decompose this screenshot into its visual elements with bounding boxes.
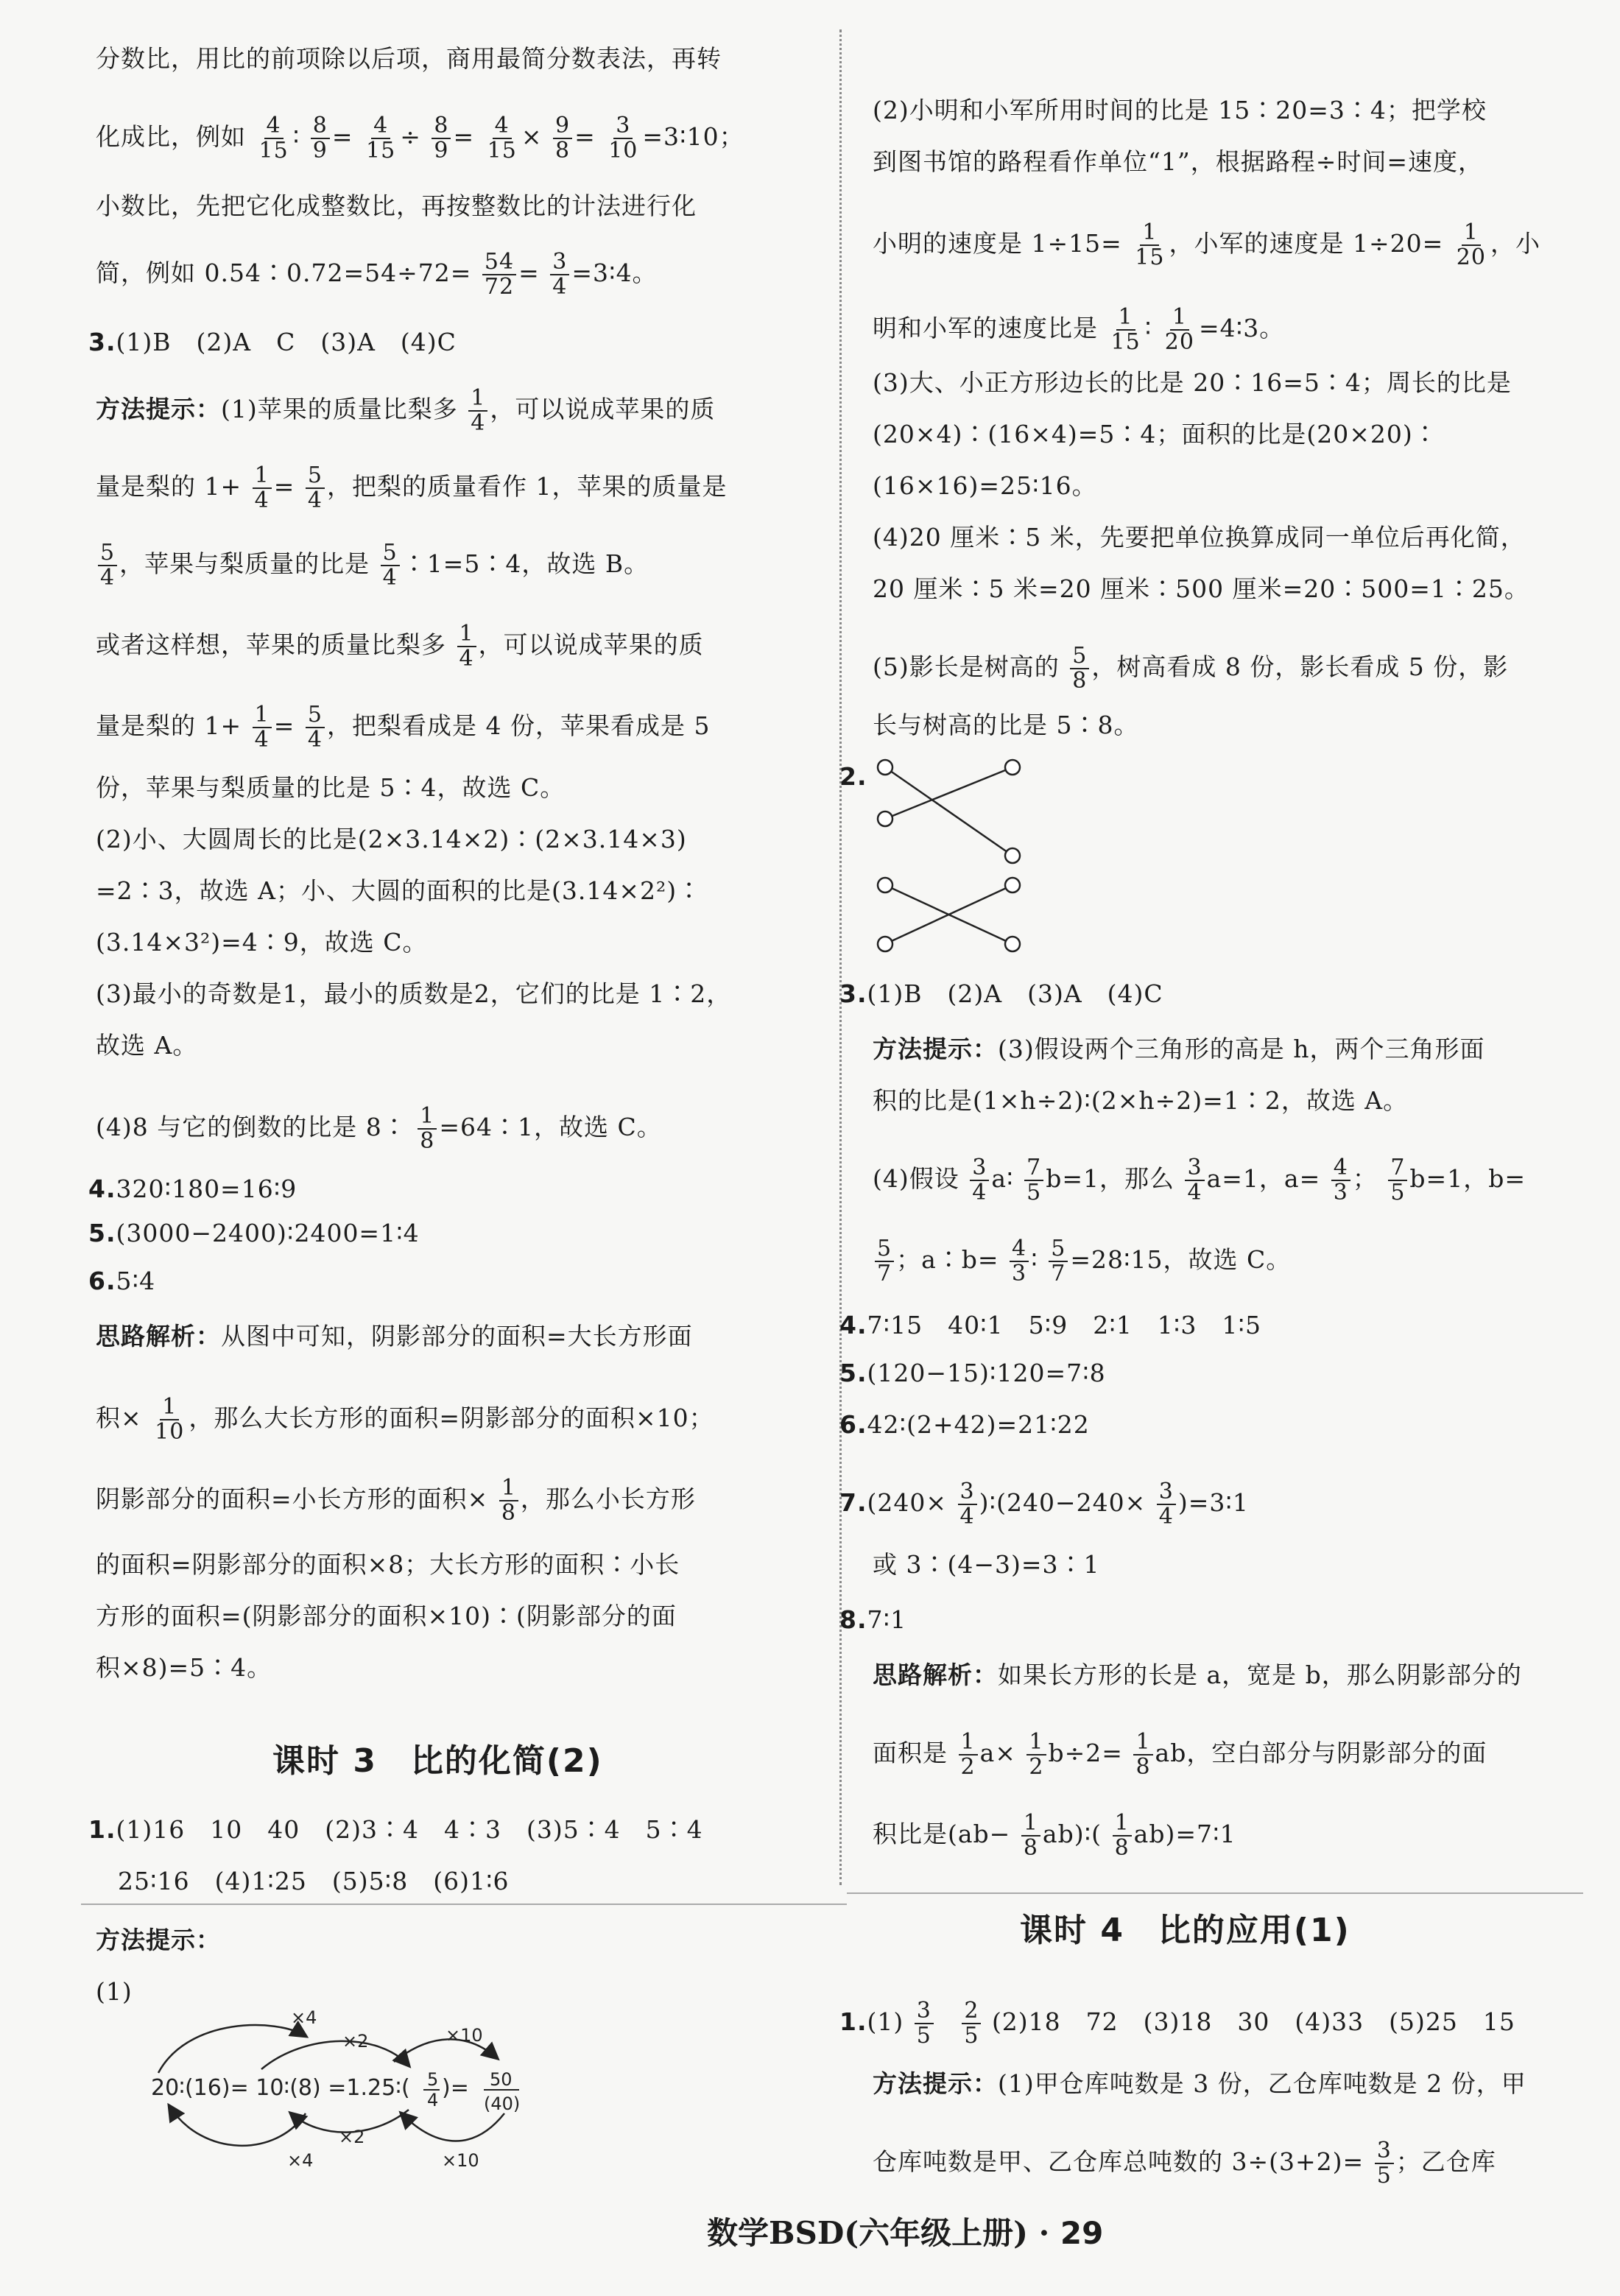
match-dot <box>1005 878 1020 892</box>
label-x4-bottom: ×4 <box>287 2150 314 2171</box>
answer-1: 1.(1) $\frac{3}{5}$ $\frac{2}{5}$ (2)18 72 (3)18 30 (4)33 (5)25 15 <box>839 1998 1515 2049</box>
fraction: $\frac{8}{9}$ <box>432 114 451 163</box>
matching-diagram <box>876 758 1031 957</box>
match-dot <box>878 878 892 892</box>
text-line: 分数比，用比的前项除以后项，商用最简分数表法，再转 <box>96 44 722 73</box>
idea-analysis-label: 思路解析： <box>873 1661 998 1689</box>
text-line: 明和小军的速度比是 $\frac{1}{15}$ ∶ $\frac{1}{20}$ =4∶3。 <box>873 304 1285 355</box>
eq-frac-den: 4 <box>427 2090 439 2110</box>
fraction: $\frac{8}{9}$ <box>311 114 330 163</box>
text-line: 量是梨的 1+ $\frac{1}{4}$ = $\frac{5}{4}$ ，把梨看成是 4 份，苹果看成是 5 <box>96 702 711 753</box>
text-line: 思路解析：如果长方形的长是 a，宽是 b，那么阴影部分的 <box>873 1661 1522 1689</box>
eq-frac-num: 5 <box>427 2069 439 2090</box>
text-line: 积× $\frac{1}{10}$ ，那么大长方形的面积=阴影部分的面积×10； <box>96 1394 714 1445</box>
section-rule <box>81 1904 847 1905</box>
text-line: 方法提示：(1)苹果的质量比梨多 $\frac{1}{4}$ ，可以说成苹果的质 <box>96 385 716 436</box>
text-line: 20 厘米∶5 米=20 厘米∶500 厘米=20∶500=1∶25。 <box>873 574 1529 603</box>
label-x2-bottom: ×2 <box>339 2127 365 2147</box>
fraction: $\frac{3}{4}$ <box>1157 1480 1176 1529</box>
label-x10-bottom: ×10 <box>442 2150 479 2171</box>
text-line: 25∶16 (4)1∶25 (5)5∶8 (6)1∶6 <box>118 1867 510 1895</box>
fraction: $\frac{3}{4}$ <box>550 250 569 299</box>
fraction: $\frac{1}{4}$ <box>468 387 487 435</box>
fraction: $\frac{1}{2}$ <box>959 1730 978 1779</box>
fraction: $\frac{1}{8}$ <box>418 1105 437 1153</box>
fraction: $\frac{5}{8}$ <box>1070 644 1089 693</box>
text-line: =2∶3，故选 A；小、大圆的面积的比是(3.14×2²)∶ <box>96 876 702 905</box>
page-number: 29 <box>1060 2215 1104 2251</box>
text-line: $\frac{5}{7}$ ；a∶b= $\frac{4}{3}$ ∶ $\frac{5}{7}$ =28∶15，故选 C。 <box>873 1237 1291 1286</box>
fraction: $\frac{9}{8}$ <box>553 114 572 163</box>
text-line: 仓库吨数是甲、乙仓库总吨数的 3÷(3+2)= $\frac{3}{5}$ ；乙仓库 <box>873 2138 1496 2188</box>
match-dot <box>1005 848 1020 863</box>
text-line: (3.14×3²)=4∶9，故选 C。 <box>96 928 428 957</box>
answer-2-number: 2. <box>839 762 867 791</box>
text-line: (20×4)∶(16×4)=5∶4；面积的比是(20×20)∶ <box>873 420 1438 448</box>
fraction: $\frac{1}{20}$ <box>1164 304 1194 355</box>
text-line: 故选 A。 <box>96 1031 198 1060</box>
fraction: $\frac{1}{15}$ <box>1135 219 1165 270</box>
text-line: 方形的面积=(阴影部分的面积×10)∶(阴影部分的面 <box>96 1602 677 1630</box>
text-line <box>96 1926 221 1955</box>
answer-8: 8.7∶1 <box>839 1605 907 1634</box>
fraction: $\frac{5}{4}$ <box>306 703 325 752</box>
answer-7: 7.(240× $\frac{3}{4}$ )∶(240−240× $\frac{3}{4}$ )=3∶1 <box>839 1479 1249 1529</box>
eq-frac-num: 50 <box>490 2069 513 2090</box>
fraction: $\frac{3}{4}$ <box>1185 1156 1204 1205</box>
text-line: 简，例如 0.54∶0.72=54÷72= $\frac{54}{72}$ = $\frac{3}{4}$ =3∶4。 <box>96 249 658 300</box>
fraction: $\frac{3}{10}$ <box>608 113 638 163</box>
text-line: (4)假设 $\frac{3}{4}$ a∶ $\frac{7}{5}$ b=1，那么 $\frac{3}{4}$ a=1，a= $\frac{4}{3}$ ； $\frac{7}{5}$ b=1，b= <box>873 1155 1526 1205</box>
text-line: 或 3∶(4−3)=3∶1 <box>873 1550 1100 1579</box>
text-line: (4)20 厘米∶5 米，先要把单位换算成同一单位后再化简， <box>873 523 1526 552</box>
fraction: $\frac{5}{4}$ <box>381 541 400 590</box>
fraction: $\frac{7}{5}$ <box>1024 1156 1043 1205</box>
equation: 20∶(16)= 10∶(8) =1.25∶( <box>151 2075 410 2101</box>
fraction: $\frac{2}{5}$ <box>962 1999 981 2048</box>
method-hint-label: 方法提示： <box>873 1035 998 1063</box>
fraction: $\frac{1}{8}$ <box>1133 1730 1152 1779</box>
label-x4-top: ×4 <box>291 2007 317 2028</box>
text-line: 份，苹果与梨质量的比是 5∶4，故选 C。 <box>96 773 566 802</box>
text-line: (2)小明和小军所用时间的比是 15∶20=3∶4；把学校 <box>873 96 1487 124</box>
fraction: $\frac{5}{4}$ <box>306 464 325 513</box>
answer-3: 3.(1)B (2)A (3)A (4)C <box>839 979 1163 1008</box>
text-line: 小明的速度是 1÷15= $\frac{1}{15}$ ，小军的速度是 1÷20= $\frac{1}{20}$ ，小 <box>873 219 1540 270</box>
eq-frac-den: (40) <box>484 2093 521 2114</box>
answer-3: 3.(1)B (2)A C (3)A (4)C <box>88 328 457 356</box>
text-line: 积×8)=5∶4。 <box>96 1653 272 1682</box>
text-line: (1) <box>96 1977 133 2006</box>
book-title: 数学BSD(六年级上册) <box>707 2215 1028 2251</box>
answer-6: 6.5∶4 <box>88 1267 156 1295</box>
text-line: 面积是 $\frac{1}{2}$ a× $\frac{1}{2}$ b÷2= $\frac{1}{8}$ ab，空白部分与阴影部分的面 <box>873 1729 1487 1780</box>
text-line: 量是梨的 1+ $\frac{1}{4}$ = $\frac{5}{4}$ ，把梨的质量看作 1，苹果的质量是 <box>96 462 728 513</box>
equation-tail: )= <box>442 2075 469 2101</box>
text-line: 积比是(ab− $\frac{1}{8}$ ab)∶( $\frac{1}{8}$ ab)=7∶1 <box>873 1810 1236 1861</box>
lesson-4-heading: 课时 4 比的应用(1) <box>1020 1912 1350 1949</box>
text-line: 或者这样想，苹果的质量比梨多 $\frac{1}{4}$ ，可以说成苹果的质 <box>96 621 704 672</box>
answer-4: 4.7∶15 40∶1 5∶9 2∶1 1∶3 1∶5 <box>839 1311 1261 1339</box>
fraction: $\frac{3}{4}$ <box>958 1480 977 1529</box>
text-line: (3)大、小正方形边长的比是 20∶16=5∶4；周长的比是 <box>873 368 1512 397</box>
method-hint-label: 方法提示： <box>873 2069 998 2098</box>
answer-1: 1.(1)16 10 40 (2)3∶4 4∶3 (3)5∶4 5∶4 <box>88 1815 703 1844</box>
idea-analysis-label: 思路解析： <box>96 1322 221 1351</box>
text-line: 思路解析：从图中可知，阴影部分的面积=大长方形面 <box>96 1322 693 1351</box>
fraction: $\frac{1}{10}$ <box>155 1394 185 1445</box>
fraction: $\frac{4}{3}$ <box>1010 1237 1029 1286</box>
fraction: $\frac{4}{15}$ <box>366 113 396 163</box>
ratio-simplification-diagram <box>144 2003 556 2172</box>
fraction: $\frac{7}{5}$ <box>1388 1156 1407 1205</box>
text-line: (2)小、大圆周长的比是(2×3.14×2)∶(2×3.14×3) <box>96 825 687 853</box>
text-line: (16×16)=25∶16。 <box>873 471 1097 500</box>
match-dot <box>1005 937 1020 951</box>
fraction: $\frac{3}{4}$ <box>970 1156 989 1205</box>
arrow-x2-top <box>261 2041 409 2069</box>
answer-5: 5.(3000−2400)∶2400=1∶4 <box>88 1219 420 1247</box>
answer-5: 5.(120−15)∶120=7∶8 <box>839 1359 1106 1387</box>
match-dot <box>878 937 892 951</box>
answer-6: 6.42∶(2+42)=21∶22 <box>839 1410 1090 1439</box>
fraction: $\frac{1}{4}$ <box>253 464 272 513</box>
method-hint-label: 方法提示： <box>96 1926 221 1954</box>
fraction: $\frac{54}{72}$ <box>482 250 516 299</box>
match-dot <box>878 811 892 826</box>
fraction: $\frac{1}{4}$ <box>253 703 272 752</box>
lesson-3-heading: 课时 3 比的化简(2) <box>272 1742 603 1780</box>
text-line: 的面积=阴影部分的面积×8；大长方形的面积∶小长 <box>96 1550 680 1579</box>
page-footer <box>707 2209 1103 2253</box>
fraction: $\frac{1}{15}$ <box>1110 304 1141 355</box>
text-line: (5)影长是树高的 $\frac{5}{8}$ ，树高看成 8 份，影长看成 5 份，影 <box>873 643 1509 694</box>
text-line: 积的比是(1×h÷2)∶(2×h÷2)=1∶2，故选 A。 <box>873 1086 1409 1115</box>
fraction: $\frac{1}{20}$ <box>1456 219 1486 270</box>
method-hint-label: 方法提示： <box>96 395 221 423</box>
label-x2-top: ×2 <box>342 2031 369 2052</box>
label-x10-top: ×10 <box>446 2025 483 2046</box>
arrow-x4-top <box>158 2025 306 2073</box>
fraction: $\frac{3}{5}$ <box>1375 2139 1394 2188</box>
answer-4: 4.320∶180=16∶9 <box>88 1175 297 1203</box>
fraction: $\frac{5}{7}$ <box>875 1237 894 1286</box>
text-line: (3)最小的奇数是1，最小的质数是2，它们的比是 1∶2， <box>96 979 732 1008</box>
text-line: 方法提示：(3)假设两个三角形的高是 h，两个三角形面 <box>873 1035 1485 1063</box>
match-dot <box>878 760 892 775</box>
fraction: $\frac{4}{15}$ <box>487 113 517 163</box>
fraction: $\frac{4}{15}$ <box>258 113 289 163</box>
fraction: $\frac{1}{8}$ <box>499 1476 518 1525</box>
text-line: 化成比，例如 $\frac{4}{15}$ ∶ $\frac{8}{9}$ = $\frac{4}{15}$ ÷ $\frac{8}{9}$ = $\frac{4}{15}$ × $\frac{9}{8}$ = $\frac{3}{10}$ =3∶10； <box>96 113 744 163</box>
text-line: $\frac{5}{4}$ ，苹果与梨质量的比是 $\frac{5}{4}$ ∶1=5∶4，故选 B。 <box>96 541 649 590</box>
fraction: $\frac{1}{8}$ <box>1021 1811 1040 1860</box>
text-line: 阴影部分的面积=小长方形的面积× $\frac{1}{8}$ ，那么小长方形 <box>96 1475 696 1526</box>
section-rule <box>847 1892 1583 1894</box>
text-line: 到图书馆的路程看作单位“1”，根据路程÷时间=速度， <box>873 147 1484 176</box>
text-line: (4)8 与它的倒数的比是 8∶ $\frac{1}{8}$ =64∶1，故选 C。 <box>96 1103 662 1154</box>
fraction: $\frac{4}{3}$ <box>1331 1156 1350 1205</box>
fraction: $\frac{1}{2}$ <box>1026 1730 1046 1779</box>
fraction: $\frac{5}{4}$ <box>98 541 117 590</box>
fraction: $\frac{5}{7}$ <box>1049 1237 1068 1286</box>
match-dot <box>1005 760 1020 775</box>
fraction: $\frac{3}{5}$ <box>915 1999 934 2048</box>
text-line: 小数比，先把它化成整数比，再按整数比的计法进行化 <box>96 191 697 220</box>
fraction: $\frac{1}{8}$ <box>1113 1811 1132 1860</box>
arrow-x4-bottom <box>169 2106 306 2146</box>
text-line: 长与树高的比是 5∶8。 <box>873 711 1139 739</box>
text-line: 方法提示：(1)甲仓库吨数是 3 份，乙仓库吨数是 2 份，甲 <box>873 2069 1526 2098</box>
fraction: $\frac{1}{4}$ <box>457 622 476 671</box>
footer-dot: · <box>1038 2215 1050 2251</box>
arrow-x10-bottom <box>401 2113 504 2141</box>
